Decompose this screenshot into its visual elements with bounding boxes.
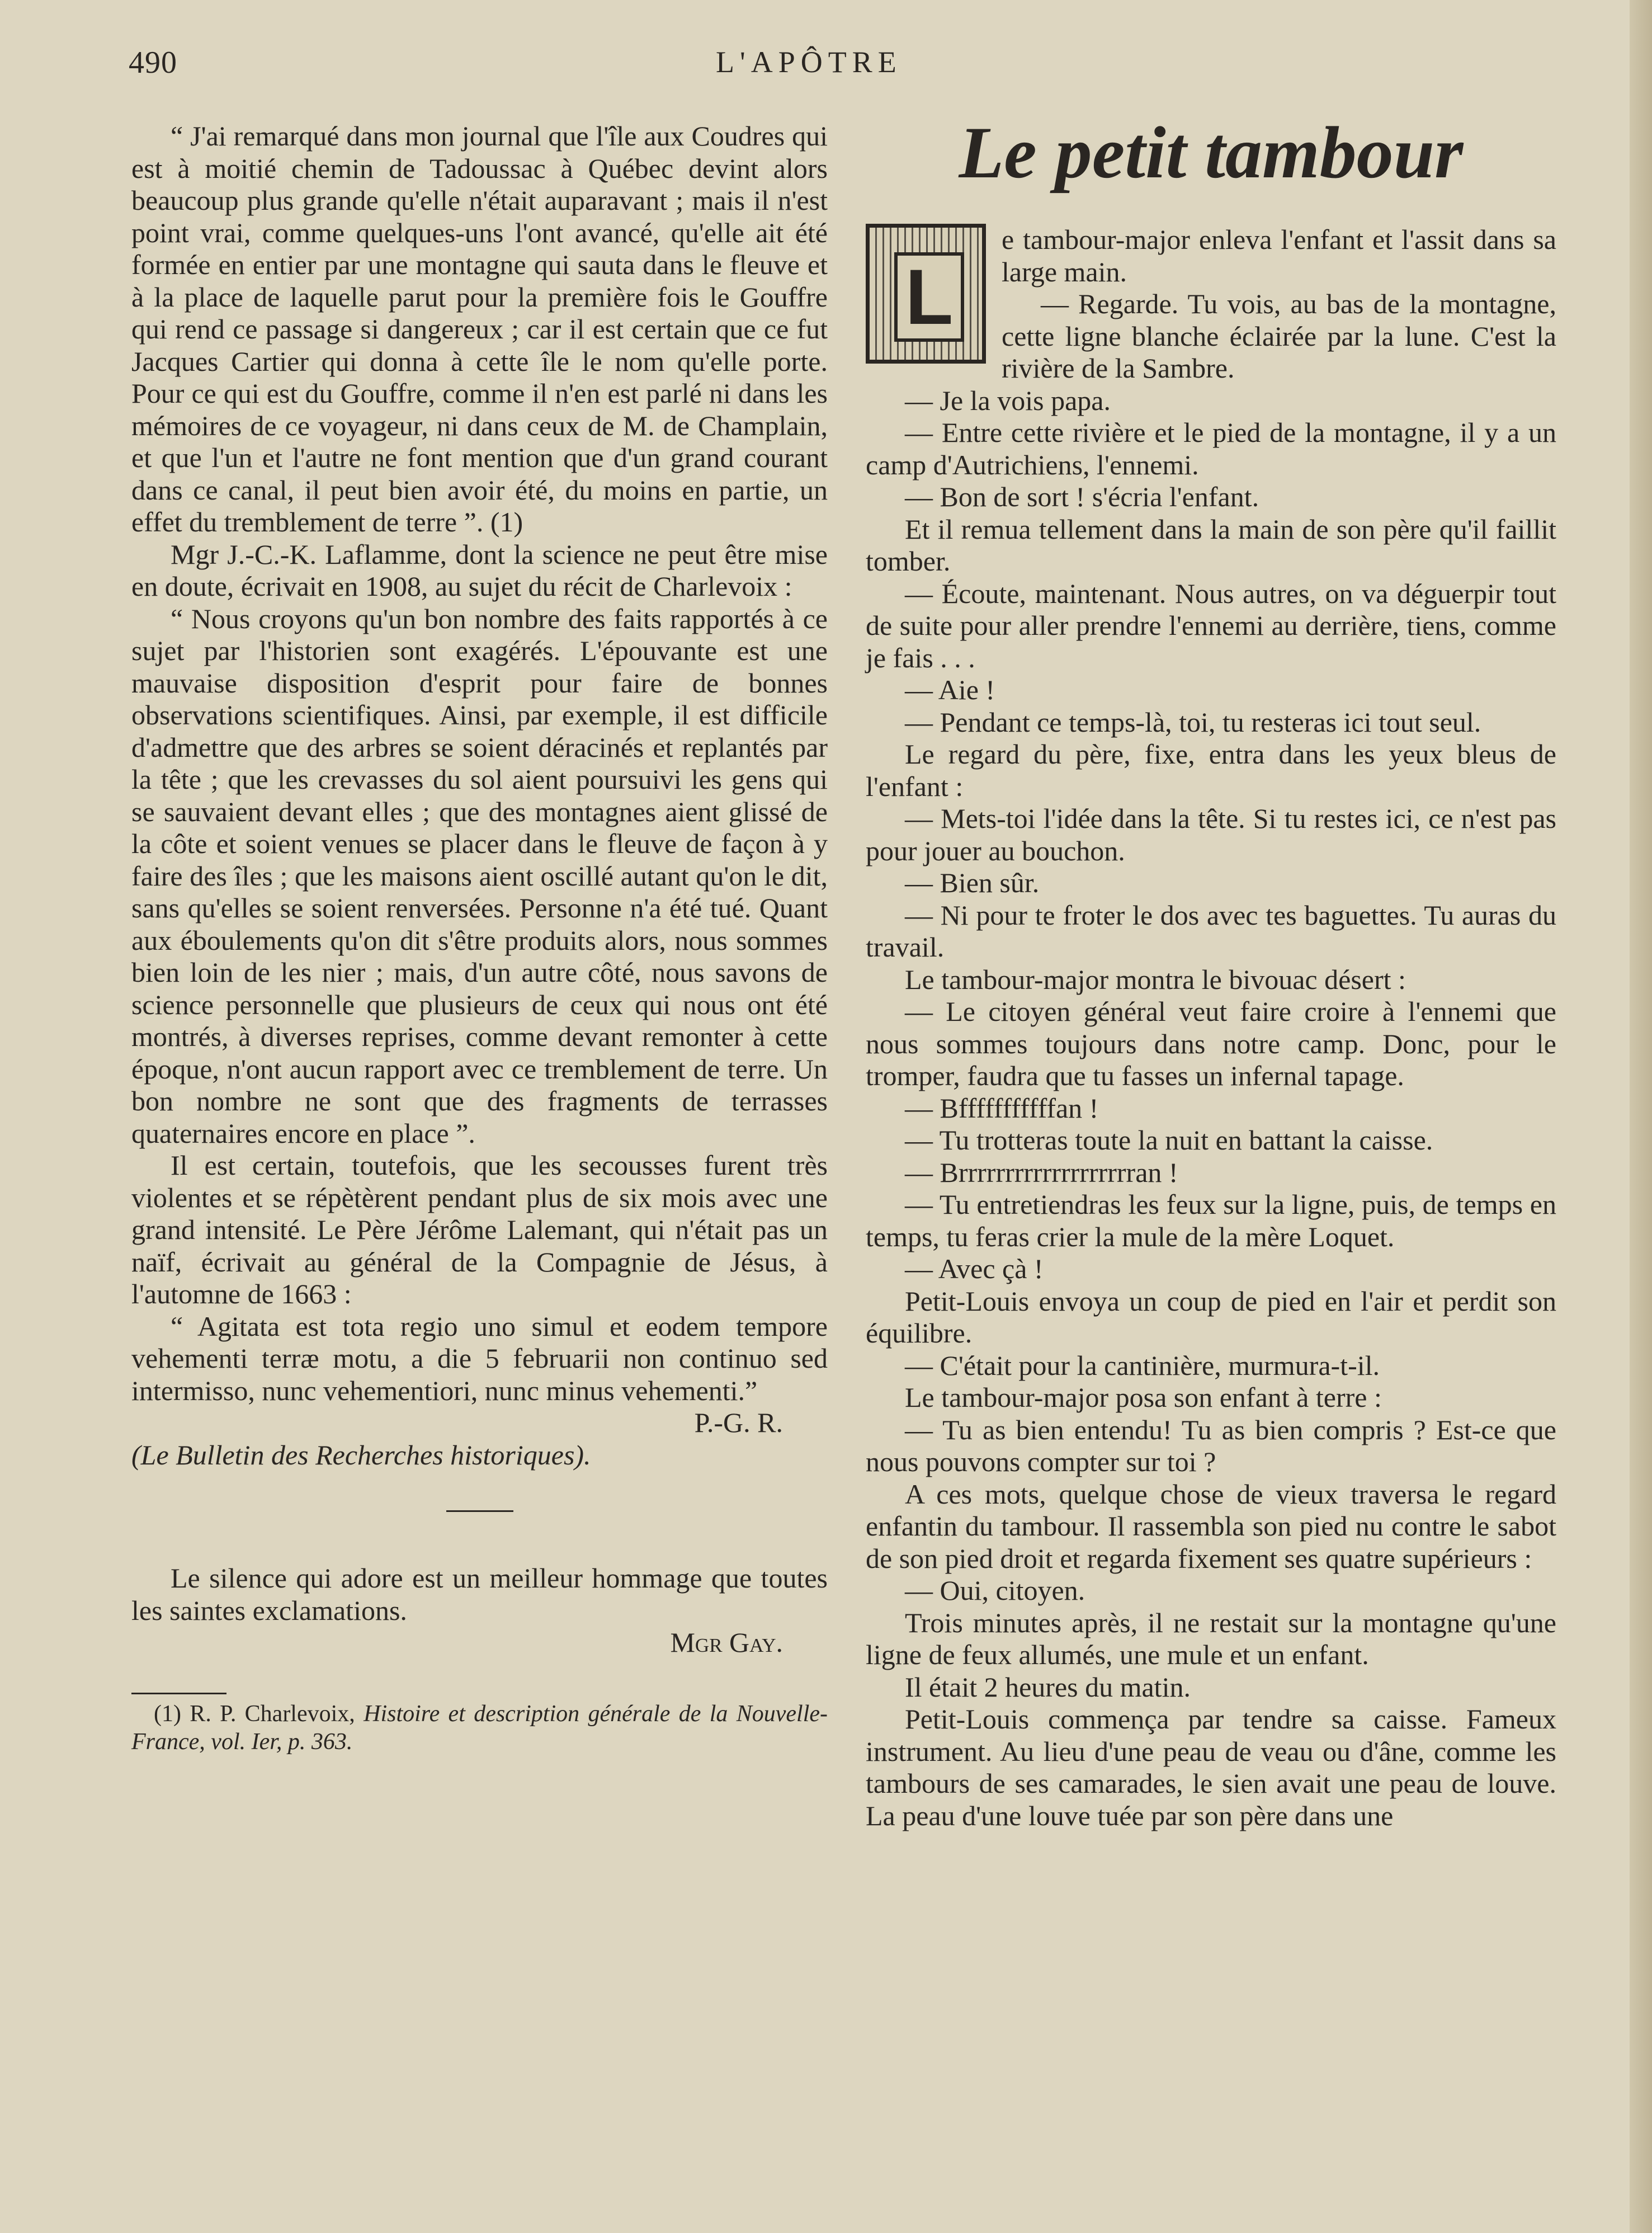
story-first-paragraph: e tambour-major enleva l'enfant et l'assit dans sa large main. — [1002, 224, 1556, 288]
maxim-author: Mgr Gay. — [670, 1627, 783, 1658]
story-paragraph: — Regarde. Tu vois, au bas de la montagne, cette ligne blanche éclairée par la lune. C'est la rivière de la Sambre. — [1002, 288, 1556, 384]
footnote-suffix: , vol. Ier, p. 363. — [199, 1728, 353, 1755]
story-paragraph: — Oui, citoyen. — [905, 1575, 1085, 1606]
story-paragraph: — Le citoyen général veut faire croire à l'ennemi que nous sommes toujours dans notre camp. Donc, pour le tromper, faudra que tu fasses un infernal tapage. — [866, 996, 1556, 1091]
dropcap-ornament — [866, 224, 986, 364]
story-paragraph: Trois minutes après, il ne restait sur la montagne qu'une ligne de feux allumés, une mule et un enfant. — [866, 1607, 1556, 1670]
laflamme-intro: Mgr J.-C.-K. Laflamme, dont la science ne peut être mise en doute, écrivait en 1908, au sujet du récit de Charlevoix : — [131, 538, 828, 602]
story-paragraph: Le tambour-major posa son enfant à terre : — [905, 1382, 1382, 1413]
story-paragraph: — Ni pour te froter le dos avec tes baguettes. Tu auras du travail. — [866, 899, 1556, 963]
story-paragraph: — Tu trotteras toute la nuit en battant la caisse. — [905, 1124, 1433, 1156]
footnote-prefix: (1) R. P. Charlevoix, — [154, 1700, 364, 1727]
story-paragraph: — Je la vois papa. — [905, 384, 1111, 416]
story-paragraph: — Pendant ce temps-là, toi, tu resteras ici tout seul. — [905, 706, 1481, 738]
story-paragraph: — Écoute, maintenant. Nous autres, on va déguerpir tout de suite pour aller prendre l'ennemi au derrière, tiens, comme je fais . . . — [866, 577, 1556, 673]
footnote-text — [131, 1700, 828, 1756]
running-head: L'APÔTRE — [716, 45, 902, 79]
story-paragraph: Et il remua tellement dans la main de son père qu'il faillit tomber. — [866, 513, 1556, 577]
story-paragraph: Il était 2 heures du matin. — [905, 1671, 1191, 1703]
page-number: 490 — [129, 45, 177, 80]
story-paragraph: — Entre cette rivière et le pied de la montagne, il y a un camp d'Autrichiens, l'ennemi. — [866, 417, 1556, 480]
maxim: Le silence qui adore est un meilleur hommage que toutes les saintes exclamations. — [131, 1562, 828, 1626]
article-source: (Le Bulletin des Recherches historiques). — [131, 1439, 591, 1471]
story-paragraph: Petit-Louis commença par tendre sa caisse. Fameux instrument. Au lieu d'une peau de veau ou d'âne, comme les tambours de ses camarades, le sien avait une peau de louve. La peau d'une louve tuée par son père dans une — [866, 1703, 1556, 1831]
lalemant-paragraph: Il est certain, toutefois, que les secousses furent très violentes et se répètèrent pendant plus de six mois avec une grand intensité. Le Père Jérôme Lalemant, qui n'était pas un naïf, écrivait au général de la Compagnie de Jésus, à l'automne de 1663 : — [131, 1150, 828, 1309]
story-paragraph: — Bien sûr. — [905, 867, 1040, 898]
story-paragraph: A ces mots, quelque chose de vieux traversa le regard enfantin du tambour. Il rassembla son pied nu contre le sabot de son pied droit et regarda fixement ses quatre supérieurs : — [866, 1478, 1556, 1574]
footnote — [131, 1700, 828, 1756]
right-column — [866, 224, 1556, 1832]
laflamme-quote: “ Nous croyons qu'un bon nombre des faits rapportés à ce sujet par l'historien sont exagérés. L'épouvante est une mauvaise disposition d'esprit pour faire de bonnes observations scientifiques. Ainsi, par exemple, il est difficile d'admettre que des arbres se soient déracinés et replantés par la tête ; que les crevasses du sol aient poursuivi les gens qui se sauvaient devant elles ; que des montagnes aient glissé de la côte et soient venues se placer dans le fleuve de façon à y faire des îles ; que les maisons aient oscillé autant qu'on le dit, sans qu'elles se soient renversées. Personne n'a été tué. Quant aux éboulements qu'on dit s'être produits alors, nous sommes bien loin de les nier ; mais, d'un autre côté, nous savons de science personnelle que plusieurs de ceux qui nous ont été montrés, à diverses reprises, comme devant remonter à cette époque, n'ont aucun rapport avec ce tremblement de terre. Un bon nombre ne sont que des fragments de terrasses quaternaires encore en place ”. — [131, 602, 828, 1149]
left-column — [131, 120, 828, 1756]
story-paragraph: — Tu as bien entendu! Tu as bien compris ? Est-ce que nous pouvons compter sur toi ? — [866, 1414, 1556, 1477]
story-paragraph: — Aie ! — [905, 674, 995, 705]
story-paragraph: — Bon de sort ! s'écria l'enfant. — [905, 481, 1259, 512]
story-paragraph: — Mets-toi l'idée dans la tête. Si tu restes ici, ce n'est pas pour jouer au bouchon. — [866, 803, 1556, 866]
story-title: Le petit tambour — [959, 111, 1464, 194]
story-paragraph: — Avec çà ! — [905, 1253, 1044, 1284]
story-paragraph: — C'était pour la cantinière, murmura-t-il. — [905, 1349, 1380, 1381]
story-paragraph: Petit-Louis envoya un coup de pied en l'air et perdit son équilibre. — [866, 1285, 1556, 1349]
footnote-rule — [131, 1693, 226, 1694]
story-paragraph: — Bfffffffffffan ! — [905, 1092, 1099, 1124]
dropcap-frame — [894, 252, 964, 342]
latin-quote: “ Agitata est tota regio uno simul et eodem tempore vehementi terræ motu, a die 5 februarii non continuo sed intermisso, nunc vehementiori, nunc minus vehementi.” — [131, 1310, 828, 1406]
story-paragraph: — Tu entretiendras les feux sur la ligne, puis, de temps en temps, tu feras crier la mule de la mère Loquet. — [866, 1189, 1556, 1252]
section-divider — [446, 1510, 513, 1512]
story-paragraph: Le regard du père, fixe, entra dans les yeux bleus de l'enfant : — [866, 738, 1556, 802]
story-paragraph: — Brrrrrrrrrrrrrrrrrrran ! — [905, 1156, 1178, 1188]
story-paragraph: Le tambour-major montra le bivouac désert : — [905, 963, 1406, 995]
page-edge — [1630, 0, 1652, 2233]
charlevoix-quote: “ J'ai remarqué dans mon journal que l'île aux Coudres qui est à moitié chemin de Tadoussac à Québec devint alors beaucoup plus grande qu'elle n'était auparavant ; mais il n'est point vrai, comme quelques-uns l'ont avancé, qu'elle ait été formée en entier par une montagne qui sauta dans le fleuve et à la place de laquelle parut pour la première fois le Gouffre qui rend ce passage si dangereux ; car il est certain que ce fut Jacques Cartier qui donna à cette île le nom qu'elle porte. Pour ce qui est du Gouffre, comme il n'en est parlé ni dans les mémoires de ce voyageur, ni dans ceux de M. de Champlain, et que l'un et l'autre ne font mention que d'un grand courant dans ce canal, il peut bien avoir été, du moins en partie, un effet du tremblement de terre ”. (1) — [131, 120, 828, 538]
footnote-title: Histoire et description générale de la Nouvelle-France — [131, 1700, 828, 1755]
article-signature: P.-G. R. — [694, 1407, 783, 1438]
dropcap-letter: L — [905, 253, 954, 341]
story-paragraphs — [866, 288, 1556, 1832]
